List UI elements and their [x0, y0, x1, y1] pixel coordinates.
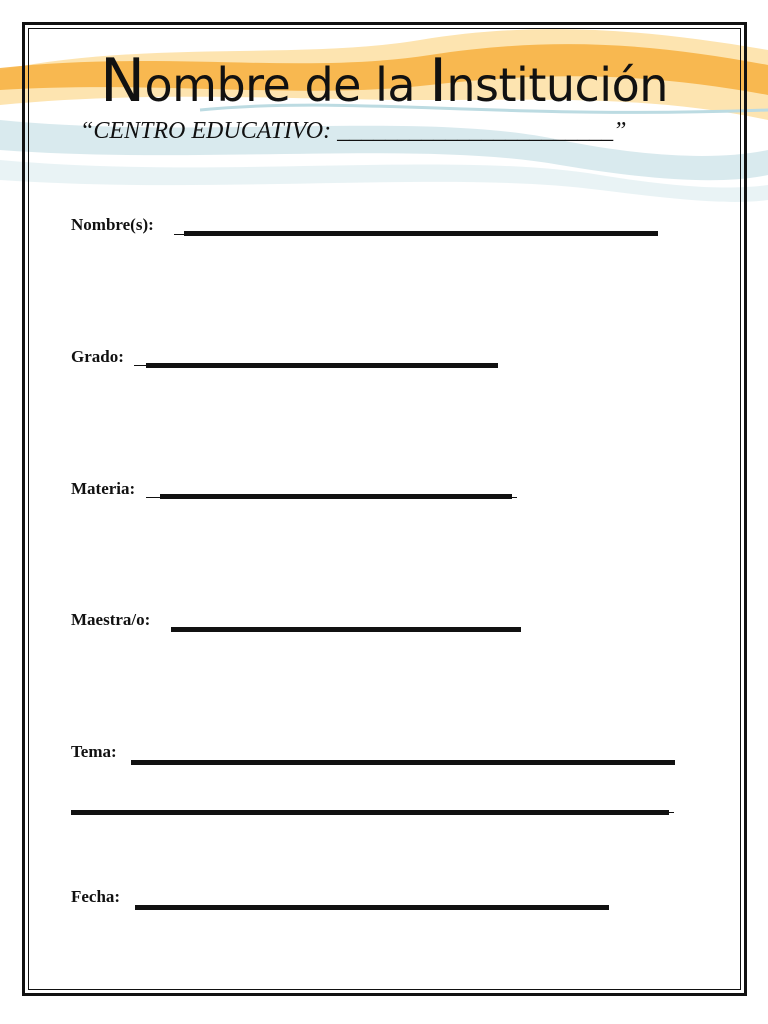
materia-underscore-end: [512, 497, 517, 498]
materia-label: Materia:: [71, 479, 136, 498]
nombre-underscore: [174, 234, 184, 235]
nombre-label: Nombre(s):: [71, 215, 154, 234]
fecha-blank-line[interactable]: [135, 905, 609, 910]
grado-underscore: [134, 365, 146, 366]
materia-underscore: [146, 497, 160, 498]
maestra-blank-line[interactable]: [171, 627, 521, 632]
tema-blank-line-2[interactable]: [71, 810, 669, 815]
school-name-line: “CENTRO EDUCATIVO: _______________________”: [80, 118, 627, 144]
grado-label: Grado:: [71, 347, 124, 366]
grado-blank-line[interactable]: [146, 363, 498, 368]
nombre-blank-line[interactable]: [184, 231, 658, 236]
maestra-label: Maestra/o:: [71, 610, 151, 629]
fecha-label: Fecha:: [71, 887, 121, 906]
materia-blank-line[interactable]: [160, 494, 512, 499]
tema-blank-line-1[interactable]: [131, 760, 675, 765]
tema-label: Tema:: [71, 742, 117, 761]
tema-underscore-end: [669, 812, 674, 813]
page-border-inner: [28, 28, 741, 990]
institution-title: Nombre de la Institución: [100, 46, 668, 116]
